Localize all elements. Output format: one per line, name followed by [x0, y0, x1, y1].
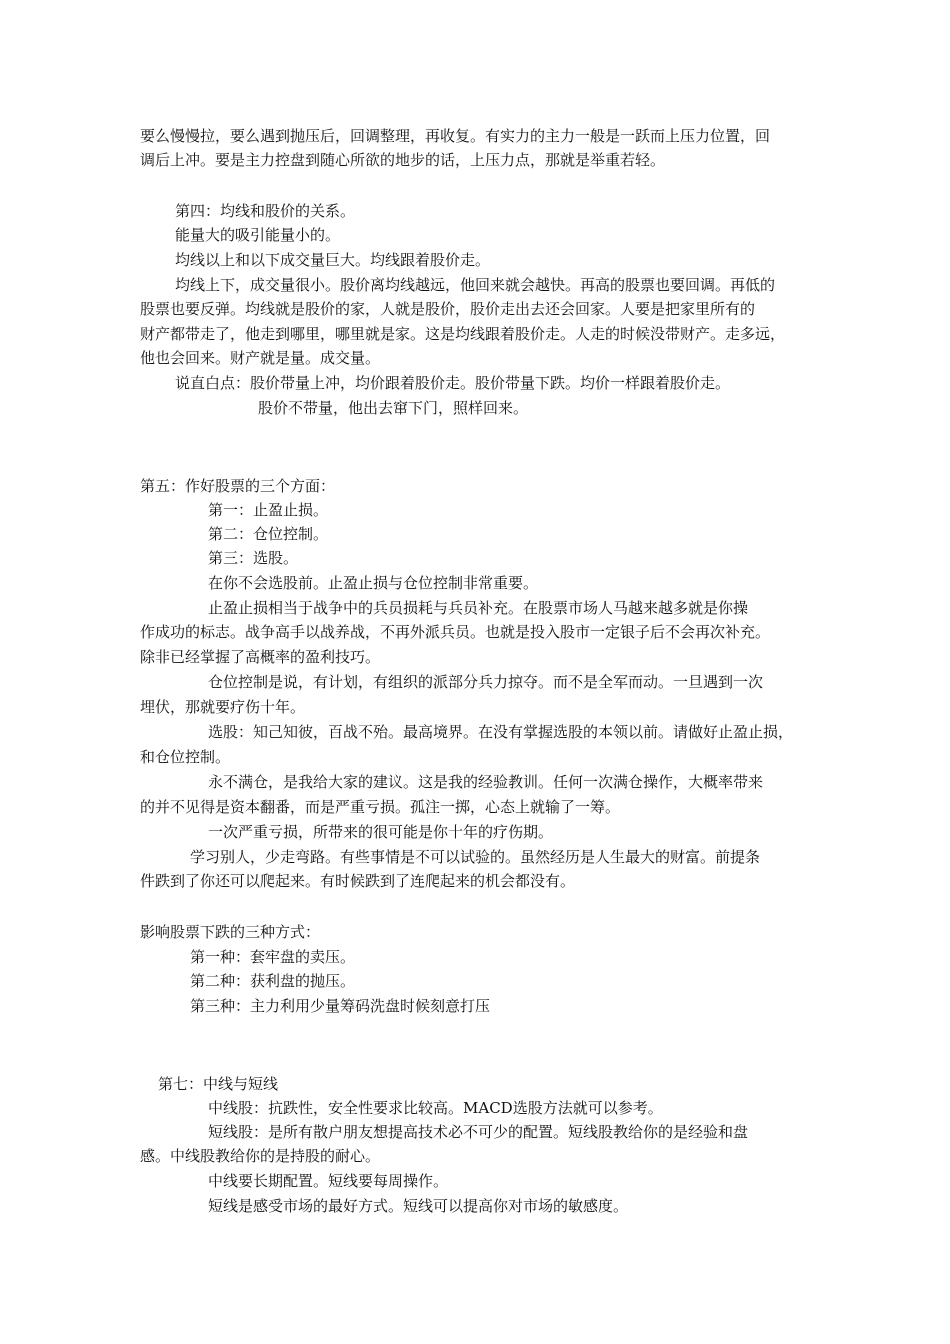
list-item: 第一种：套牢盘的卖压。	[190, 948, 356, 966]
text-line: 说直白点：股价带量上冲，均价跟着股价走。股价带量下跌。均价一样跟着股价走。	[175, 374, 731, 392]
text-line: 学习别人，少走弯路。有些事情是不可以试验的。虽然经历是人生最大的财富。前提条	[190, 848, 761, 866]
text-line: 调后上冲。要是主力控盘到随心所欲的地步的话，上压力点，那就是举重若轻。	[140, 151, 666, 169]
text-line: 除非已经掌握了高概率的盈利技巧。	[140, 648, 381, 666]
section-heading: 影响股票下跌的三种方式：	[140, 923, 321, 941]
list-item: 第二：仓位控制。	[208, 525, 329, 543]
text-line: 股价不带量，他出去窜下门，照样回来。	[258, 399, 529, 417]
text-line: 感。中线股教给你的是持股的耐心。	[140, 1147, 381, 1165]
section-heading: 第四：均线和股价的关系。	[175, 202, 356, 220]
text-line: 短线是感受市场的最好方式。短线可以提高你对市场的敏感度。	[208, 1197, 629, 1215]
text-line: 要么慢慢拉，要么遇到抛压后，回调整理，再收复。有实力的主力一般是一跃而上压力位置，回	[140, 127, 771, 145]
text-line: 埋伏，那就要疗伤十年。	[140, 698, 306, 716]
text-line: 均线以上和以下成交量巨大。均线跟着股价走。	[175, 251, 491, 269]
text-line: 中线要长期配置。短线要每周操作。	[208, 1172, 449, 1190]
text-line: 一次严重亏损，所带来的很可能是你十年的疗伤期。	[208, 823, 554, 841]
text-line: 股票也要反弹。均线就是股价的家，人就是股价，股价走出去还会回家。人要是把家里所有的	[140, 300, 756, 318]
text-line: 仓位控制是说，有计划，有组织的派部分兵力掠夺。而不是全军而动。一旦遇到一次	[208, 673, 764, 691]
text-line: 中线股：抗跌性，安全性要求比较高。MACD选股方法就可以参考。	[208, 1099, 663, 1117]
section-heading: 第五：作好股票的三个方面：	[140, 477, 336, 495]
text-line: 选股：知己知彼，百战不殆。最高境界。在没有掌握选股的本领以前。请做好止盈止损，	[208, 723, 794, 741]
text-line: 的并不见得是资本翻番，而是严重亏损。孤注一掷，心态上就输了一筹。	[140, 798, 621, 816]
text-line: 能量大的吸引能量小的。	[175, 226, 341, 244]
section-heading: 第七：中线与短线	[158, 1075, 279, 1093]
text-line: 财产都带走了，他走到哪里，哪里就是家。这是均线跟着股价走。人走的时候没带财产。走多远，	[140, 325, 786, 343]
list-item: 第二种：获利盘的抛压。	[190, 972, 356, 990]
text-line: 件跌到了你还可以爬起来。有时候跌到了连爬起来的机会都没有。	[140, 872, 576, 890]
text-line: 止盈止损相当于战争中的兵员损耗与兵员补充。在股票市场人马越来越多就是你操	[208, 599, 749, 617]
text-line: 作成功的标志。战争高手以战养战，不再外派兵员。也就是投入股市一定银子后不会再次补充。	[140, 623, 771, 641]
text-line: 短线股：是所有散户朋友想提高技术必不可少的配置。短线股教给你的是经验和盘	[208, 1123, 749, 1141]
text-line: 和仓位控制。	[140, 748, 231, 766]
text-line: 永不满仓，是我给大家的建议。这是我的经验教训。任何一次满仓操作，大概率带来	[208, 773, 764, 791]
text-line: 均线上下，成交量很小。股价离均线越远，他回来就会越快。再高的股票也要回调。再低的	[175, 276, 776, 294]
text-line: 在你不会选股前。止盈止损与仓位控制非常重要。	[208, 574, 539, 592]
list-item: 第三：选股。	[208, 549, 299, 567]
list-item: 第一：止盈止损。	[208, 501, 329, 519]
text-line: 他也会回来。财产就是量。成交量。	[140, 349, 381, 367]
list-item: 第三种：主力利用少量筹码洗盘时候刻意打压	[190, 997, 491, 1015]
